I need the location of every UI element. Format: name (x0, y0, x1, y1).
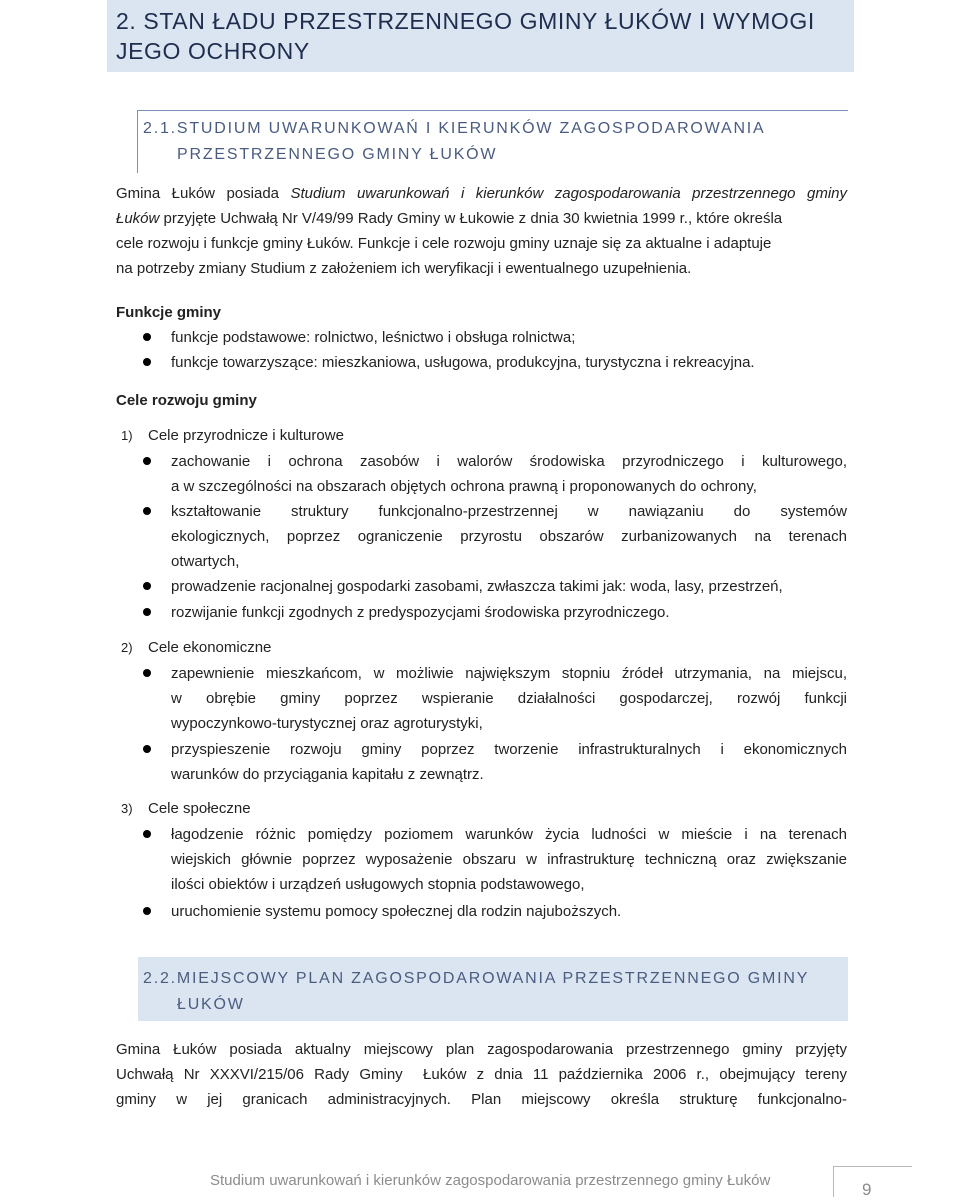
goal-item-line: rozwijanie funkcji zgodnych z predyspozycjami środowiska przyrodniczego. (171, 604, 670, 621)
subsection-heading-2-2 (143, 966, 809, 1018)
bullet-dot (143, 507, 151, 515)
goal-item-line: kształtowanie struktury funkcjonalno-przestrzennej w nawiązaniu do systemów (171, 503, 847, 520)
goal-item-line: w obrębie gminy poprzez wspieranie działalności gospodarczej, rozwój funkcji (171, 690, 847, 707)
bullet-dot (143, 907, 151, 915)
bullet-dot (143, 358, 151, 366)
bullet-dot (143, 582, 151, 590)
goal-item-line: ekologicznych, poprzez ograniczenie przyrostu obszarów zurbanizowanych na terenach (171, 528, 847, 545)
subsection-2-2-line2: ŁUKÓW (177, 996, 245, 1013)
goal-item-line: przyspieszenie rozwoju gminy poprzez tworzenie infrastrukturalnych i ekonomicznych (171, 741, 847, 758)
goal-group-label: Cele społeczne (148, 800, 251, 817)
intro-line-4: na potrzeby zmiany Studium z założeniem ich weryfikacji i ewentualnego uzupełnienia. (116, 260, 692, 277)
intro-line-2: Łuków przyjęte Uchwałą Nr V/49/99 Rady Gminy w Łukowie z dnia 30 kwietnia 1999 r., które określa (116, 210, 783, 227)
goal-item-line: ilości obiektów i urządzeń usługowych stopnia podstawowego, (171, 876, 585, 893)
goal-item-line: warunków do przyciągania kapitału z zewnątrz. (171, 766, 484, 783)
goal-group-number: 3) (121, 801, 133, 816)
function-item: funkcje podstawowe: rolnictwo, leśnictwo i obsługa rolnictwa; (171, 329, 576, 346)
goal-group-number: 2) (121, 640, 133, 655)
page-number: 9 (862, 1180, 872, 1199)
subsection-2-1-line2: PRZESTRZENNEGO GMINY ŁUKÓW (177, 146, 498, 163)
goal-item-line: wypoczynkowo-turystycznej oraz agroturystyki, (171, 715, 483, 732)
plan-line-2: Uchwałą Nr XXXVI/215/06 Rady Gminy Łuków z dnia 11 października 2006 r., obejmujący tereny (116, 1066, 847, 1083)
bullet-dot (143, 608, 151, 616)
goal-item-line: a w szczególności na obszarach objętych ochrona prawną i proponowanych do ochrony, (171, 478, 757, 495)
goal-item-line: zapewnienie mieszkańcom, w możliwie największym stopniu źródeł utrzymania, na miejscu, (171, 665, 847, 682)
goal-group-label: Cele przyrodnicze i kulturowe (148, 427, 344, 444)
section-heading-line2: JEGO OCHRONY (116, 38, 310, 64)
bullet-dot (143, 457, 151, 465)
goal-group-number: 1) (121, 428, 133, 443)
bullet-dot (143, 830, 151, 838)
section-heading-line1: 2. STAN ŁADU PRZESTRZENNEGO GMINY ŁUKÓW I WYMOGI (116, 8, 815, 34)
goal-item-line: zachowanie i ochrona zasobów i walorów środowiska przyrodniczego i kulturowego, (171, 453, 847, 470)
goal-item-line: otwartych, (171, 553, 240, 570)
bullet-dot (143, 745, 151, 753)
section-heading (116, 6, 846, 66)
bullet-dot (143, 333, 151, 341)
function-item: funkcje towarzyszące: mieszkaniowa, usługowa, produkcyjna, turystyczna i rekreacyjna. (171, 354, 755, 371)
goal-item-line: uruchomienie systemu pomocy społecznej dla rodzin najuboższych. (171, 903, 622, 920)
intro-line-1: Gmina Łuków posiada Studium uwarunkowań i kierunków zagospodarowania przestrzennego gminy (116, 185, 847, 202)
subsection-2-2-line1: 2.2.MIEJSCOWY PLAN ZAGOSPODAROWANIA PRZESTRZENNEGO GMINY (143, 970, 810, 987)
goal-item-line: łagodzenie różnic pomiędzy poziomem warunków życia ludności w mieście i na terenach (171, 826, 847, 843)
intro-line-3: cele rozwoju i funkcje gminy Łuków. Funkcje i cele rozwoju gminy uznaje się za aktualne i adaptuje (116, 235, 772, 252)
functions-heading: Funkcje gminy (116, 304, 222, 321)
goals-heading: Cele rozwoju gminy (116, 392, 257, 409)
plan-line-3: gminy w jej granicach administracyjnych. Plan miejscowy określa strukturę funkcjonalno- (116, 1091, 847, 1108)
subsection-heading-2-1 (143, 116, 766, 168)
subsection-2-1-line1: 2.1.STUDIUM UWARUNKOWAŃ I KIERUNKÓW ZAGOSPODAROWANIA (143, 120, 766, 137)
bullet-dot (143, 669, 151, 677)
goal-group-label: Cele ekonomiczne (148, 639, 272, 656)
page-number-box (833, 1166, 912, 1197)
footer-text: Studium uwarunkowań i kierunków zagospodarowania przestrzennego gminy Łuków (210, 1172, 771, 1189)
plan-line-1: Gmina Łuków posiada aktualny miejscowy plan zagospodarowania przestrzennego gminy przyjęty (116, 1041, 847, 1058)
goal-item-line: prowadzenie racjonalnej gospodarki zasobami, zwłaszcza takimi jak: woda, lasy, przestrzeń, (171, 578, 783, 595)
goal-item-line: wiejskich głównie poprzez wyposażenie obszaru w infrastrukturę techniczną oraz zwiększanie (171, 851, 847, 868)
